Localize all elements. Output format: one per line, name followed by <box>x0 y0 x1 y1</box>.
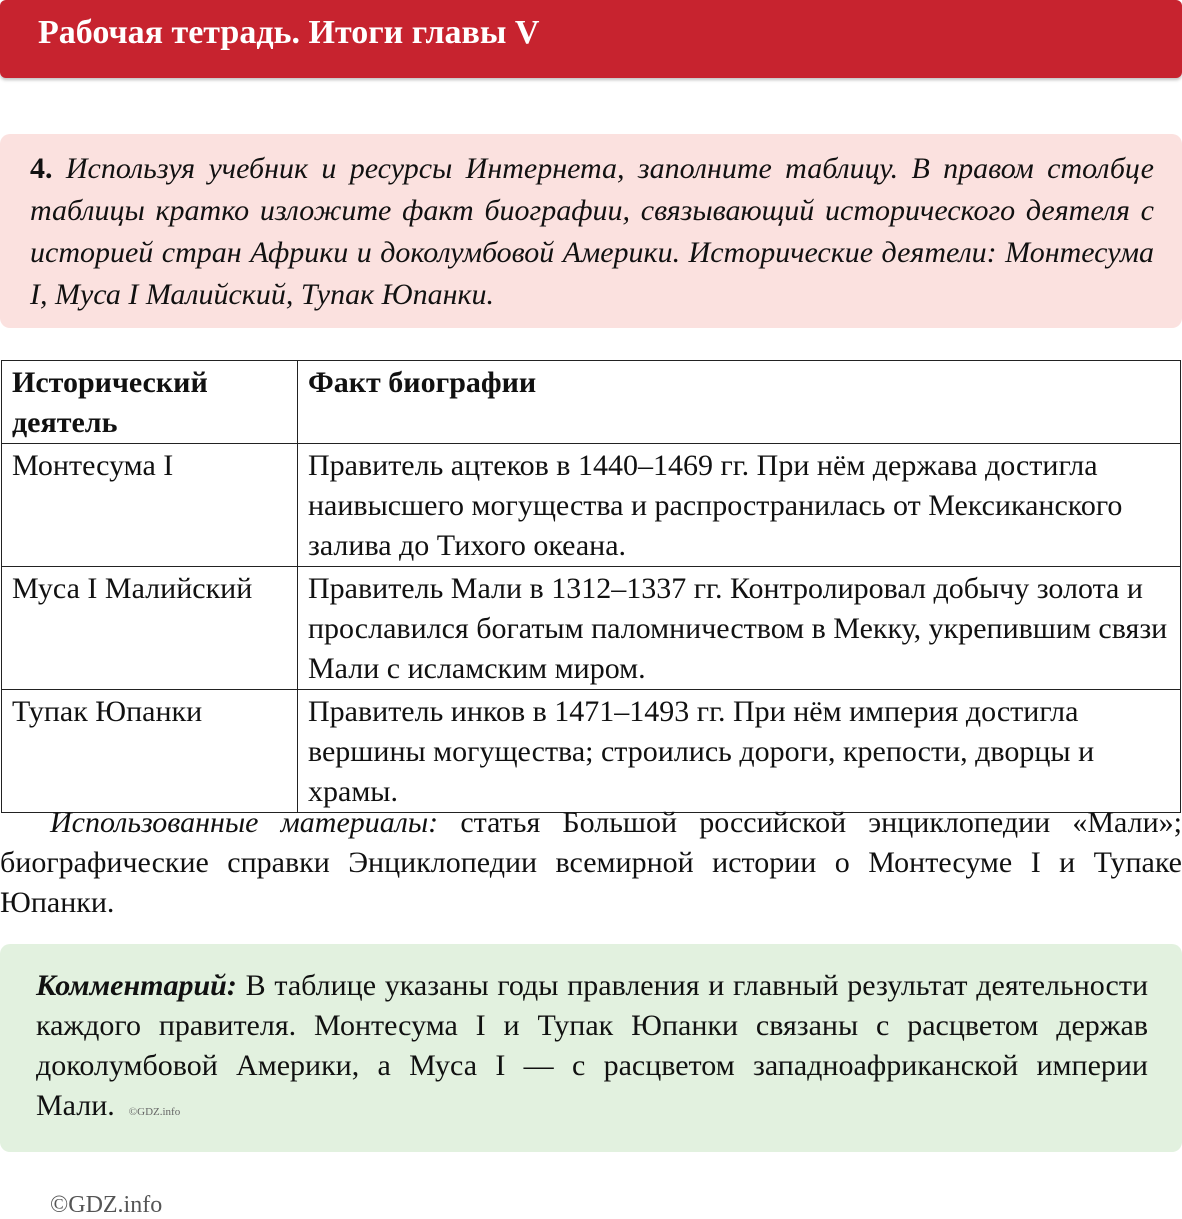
materials-text: статья Большой российской энциклопедии «Мали»; биографические справки Энциклопедии всемирной истории о Монтесуме I и Тупаке Юпанки. <box>0 806 1182 919</box>
comment-body: В таблице указаны годы правления и главный результат деятельности каждого правителя. Монтесума I и Тупак Юпанки связаны с расцветом держав доколумбовой Америки, а Муса I — с расцветом западноафриканской империи Мали. <box>36 969 1148 1122</box>
footer-watermark: ©GDZ.info <box>50 1192 163 1218</box>
table-row <box>2 567 1181 690</box>
materials-label: Использованные материалы: <box>50 806 439 839</box>
figure-name: Монтесума I <box>2 444 298 567</box>
figure-fact: Правитель Мали в 1312–1337 гг. Контролировал добычу золота и прославился богатым паломничеством в Мекку, укрепившим связи Мали с исламским миром. <box>298 567 1181 690</box>
materials-note <box>0 803 1182 923</box>
page-title: Рабочая тетрадь. Итоги главы V <box>38 14 540 51</box>
figure-name: Муса I Малийский <box>2 567 298 690</box>
task-text <box>30 148 1154 316</box>
header-fact: Факт биографии <box>298 361 1181 444</box>
header-figure: Исторический деятель <box>2 361 298 444</box>
figure-fact: Правитель ацтеков в 1440–1469 гг. При нём держава достигла наивысшего могущества и распространилась от Мексиканского залива до Тихого океана. <box>298 444 1181 567</box>
comment-text <box>36 966 1148 1132</box>
biography-table <box>1 360 1181 813</box>
figure-name: Тупак Юпанки <box>2 690 298 813</box>
comment-watermark: ©GDZ.info <box>128 1106 181 1118</box>
table-row <box>2 690 1181 813</box>
task-number: 4. <box>30 152 53 185</box>
task-instructions: Используя учебник и ресурсы Интернета, заполните таблицу. В правом столбце таблицы кратко изложите факт биографии, связывающий исторического деятеля с историей стран Африки и доколумбовой Америки. Исторические деятели: Монтесума I, Муса I Малийский, Тупак Юпанки. <box>30 152 1154 311</box>
figure-fact: Правитель инков в 1471–1493 гг. При нём империя достигла вершины могущества; строились дороги, крепости, дворцы и храмы. <box>298 690 1181 813</box>
comment-label: Комментарий: <box>36 969 237 1002</box>
header-bar <box>0 0 1182 78</box>
table-header-row <box>2 361 1181 444</box>
table-row <box>2 444 1181 567</box>
